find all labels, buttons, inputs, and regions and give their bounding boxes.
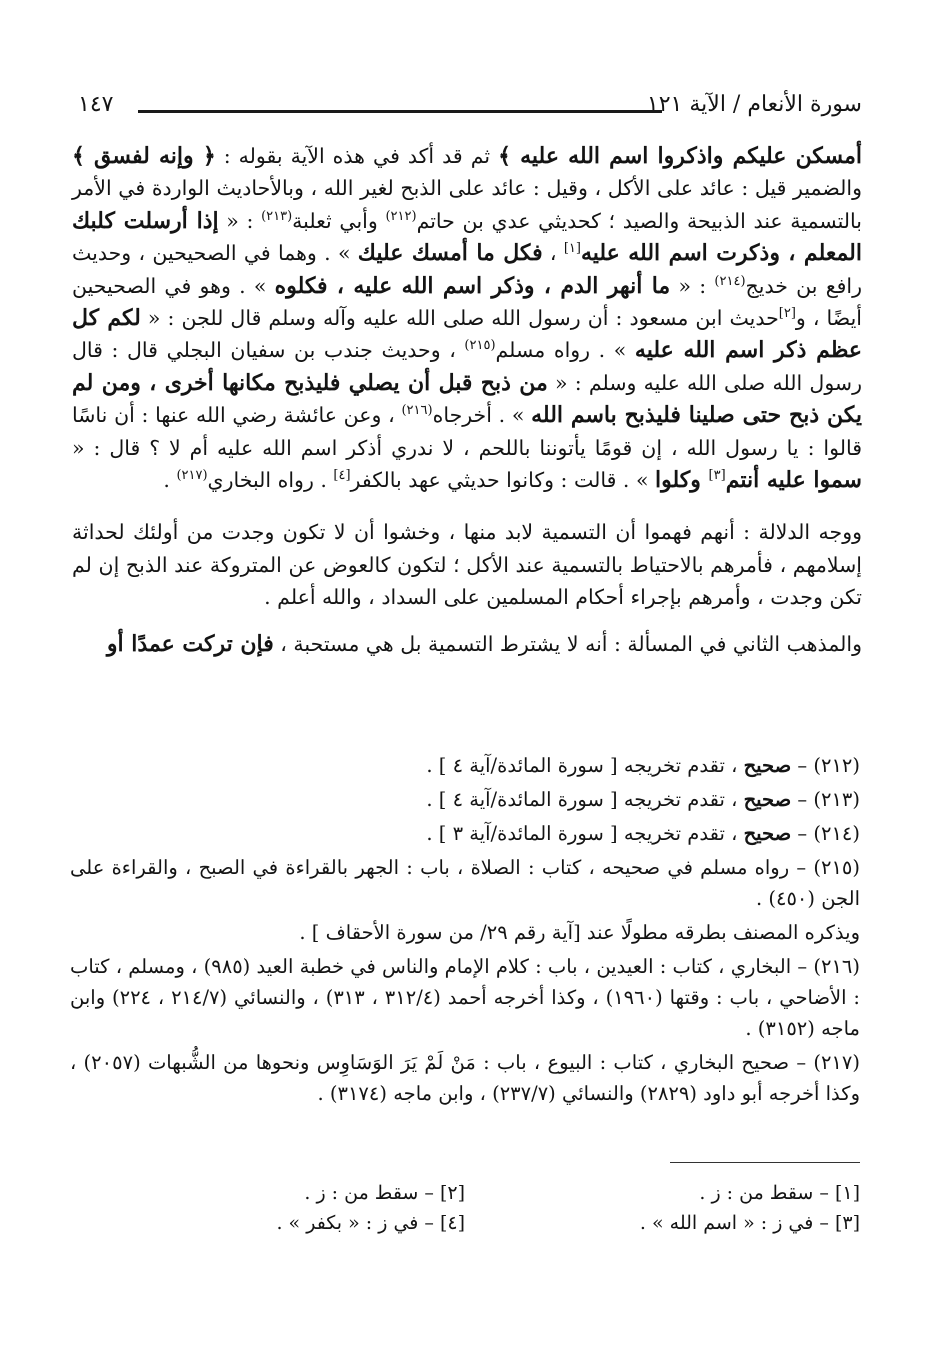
footnote-number: (٢١٦) – (797, 955, 860, 978)
hadith-text: ما أنهر الدم ، وذكر اسم الله عليه ، فكلوه (274, 272, 671, 299)
text-run: : « (218, 208, 262, 233)
hadith-text: لكم كل عظم ذكر اسم الله عليه (72, 305, 863, 364)
footnote-ref-215[interactable]: (٢١٥) (464, 338, 496, 354)
footnote-212 (70, 750, 860, 781)
footnote-text: ، تقدم تخريجه [ سورة المائدة/آية ٤ ] . (426, 788, 744, 811)
text-run: وأبي ثعلبة (292, 208, 386, 233)
paragraph-1 (72, 140, 862, 496)
footnote-text: رواه مسلم في صحيحه ، كتاب : الصلاة ، باب : الجهر بالقراءة في الصبح ، والقراءة على الجن (٤٥٠) . (70, 856, 860, 910)
emphasis-text: فإن تركت عمدًا أو (106, 630, 274, 657)
text-run: ثم قد أكد في هذه الآية بقوله : (215, 144, 499, 168)
footnote-ref-214[interactable]: (٢١٤) (714, 273, 746, 289)
footnote-text: ، تقدم تخريجه [ سورة المائدة/آية ٣ ] . (426, 822, 744, 845)
editor-notes-row (70, 1208, 860, 1238)
editor-note-ref-3[interactable]: [٣] (708, 468, 726, 484)
editor-note-4 (70, 1208, 465, 1238)
editor-note-2 (70, 1178, 465, 1208)
header-title: سورة الأنعام / الآية ١٢١ (646, 92, 862, 117)
editor-note-ref-1[interactable]: [١] (563, 241, 581, 257)
hadith-text: وكلوا (655, 467, 709, 494)
footnote-215 (70, 852, 860, 914)
footnote-ref-217[interactable]: (٢١٧) (176, 468, 208, 484)
text-run: والمذهب الثاني في المسألة : أنه لا يشترط التسمية بل هي مستحبة ، (273, 631, 862, 656)
footnote-number: (٢١٢) – (797, 754, 860, 777)
footnote-number: (٢١٧) – (796, 1051, 860, 1074)
footnote-grade: صحيح (743, 822, 792, 845)
footnote-ref-212[interactable]: (٢١٢) (385, 208, 417, 224)
editor-notes-divider (670, 1162, 860, 1163)
editor-note-ref-2[interactable]: [٢] (778, 306, 796, 322)
text-run: » . وهما في الصحيحين ، وحديث رافع بن خديج (72, 241, 863, 298)
editor-note-1 (465, 1178, 860, 1208)
running-header (78, 92, 862, 124)
footnote-number: (٢١٤) – (797, 822, 860, 845)
footnote-grade: صحيح (743, 788, 792, 811)
page-number: ١٤٧ (78, 92, 114, 117)
text-run: حديث ابن مسعود : أن رسول الله صلى الله عليه وآله وسلم قال للجن : « (140, 306, 779, 331)
footnote-216 (70, 951, 860, 1044)
footnote-grade: صحيح (743, 754, 792, 777)
note-text: سقط من : ز . (304, 1182, 425, 1204)
hadith-text: إذا أرسلت كلبك المعلم ، وذكرت اسم الله عليه (72, 207, 862, 267)
footnote-215-addendum (70, 917, 860, 948)
text-run: » . قالت : وكانوا حديثي عهد بالكفر (350, 468, 656, 493)
editor-notes-section (70, 1178, 860, 1238)
hadith-text: فكل ما أمسك عليك (357, 240, 543, 267)
note-text: في ز : « اسم الله » . (639, 1212, 820, 1234)
editor-note-ref-4[interactable]: [٤] (333, 468, 351, 484)
note-number: [١] – (819, 1182, 860, 1204)
text-run: ، وعن عائشة رضي الله عنها : أن ناسًا قالوا : يا رسول الله ، إن قومًا يأتوننا باللحم ، لا ندري أذكر اسم الله عليه أم لا ؟ قال : « (72, 403, 862, 460)
text-run: والضمير قيل : عائد على الأكل ، وقيل : عائد على الذبح لغير الله ، وبالأحاديث الواردة في الأمر بالتسمية عند الذبيحة والصيد ؛ كحديثي عدي بن حاتم (72, 176, 862, 233)
hadith-text: من ذبح قبل أن يصلي فليذبح مكانها أخرى ، ومن لم يكن ذبح حتى صلينا فليذبح باسم الله (72, 369, 862, 429)
footnote-text: ويذكره المصنف بطرقه مطولًا عند [آية رقم ٢٩/ من سورة الأحقاف ] . (299, 921, 860, 944)
footnote-217 (70, 1047, 860, 1109)
text-run: » . أخرجاه (432, 403, 532, 428)
paragraph-3 (72, 628, 862, 660)
header-rule (138, 110, 662, 113)
footnote-text: صحيح البخاري ، كتاب : البيوع ، باب : مَنْ لَمْ يَرَ الوَسَاوِس ونحوها من الشُّبهات (٢٠٥٧) ، وكذا أخرجه أبو داود (٢٨٢٩) والنسائي (٢٣٧/٧) ، وابن ماجه (٣١٧٤) . (70, 1051, 860, 1105)
text-run: ، وحديث جندب بن سفيان البجلي قال : قال رسول الله صلى الله عليه وسلم : « (72, 338, 862, 395)
footnotes-section (70, 750, 860, 1112)
footnote-ref-216[interactable]: (٢١٦) (401, 403, 433, 419)
text-run: . (163, 468, 177, 493)
footnote-ref-213[interactable]: (٢١٣) (261, 208, 293, 224)
main-text (72, 140, 862, 660)
text-run: ، (542, 241, 564, 266)
hadith-text: سموا عليه أنتم (725, 467, 862, 494)
quran-text: ﴿ وإنه لفسق ﴾ (72, 143, 216, 169)
footnote-text: ، تقدم تخريجه [ سورة المائدة/آية ٤ ] . (426, 754, 744, 777)
footnote-number: (٢١٥) – (796, 856, 860, 879)
editor-note-3 (465, 1208, 860, 1238)
footnote-text: البخاري ، كتاب : العيدين ، باب : كلام الإمام والناس في خطبة العيد (٩٨٥) ، ومسلم ، كتاب : الأضاحي ، باب : وقتها (١٩٦٠) ، وكذا أخرجه أحمد (٣١٢/٤ ، ٣١٣) ، والنسائي (٢١٤/٧ ، ٢٢٤) وابن ماجه (٣١٥٢) . (70, 955, 860, 1040)
text-run: » . رواه مسلم (495, 338, 635, 363)
paragraph-2: ووجه الدلالة : أنهم فهموا أن التسمية لابد منها ، وخشوا أن لا تكون وجدت من أولئك لحداثة إسلامهم ، فأمرهم بالاحتياط بالتسمية عند الأكل ؛ لتكون كالعوض عن المتروكة عند الذبح إن لم تكن وجدت ، وأمرهم بإجراء أحكام المسلمين على السداد ، والله أعلم . (72, 520, 862, 610)
footnote-214 (70, 818, 860, 849)
note-text: سقط من : ز . (699, 1182, 820, 1204)
quran-text: أمسكن عليكم واذكروا اسم الله عليه ﴾ (498, 143, 862, 169)
footnote-213 (70, 784, 860, 815)
editor-notes-row (70, 1178, 860, 1208)
text-run: » . وهو في الصحيحين أيضًا ، و (72, 273, 862, 331)
note-number: [٣] – (819, 1212, 860, 1234)
note-number: [٤] – (424, 1212, 465, 1234)
text-run: : « (670, 273, 715, 298)
note-number: [٢] – (424, 1182, 465, 1204)
footnote-number: (٢١٣) – (797, 788, 860, 811)
note-text: في ز : « بكفر » . (276, 1212, 425, 1234)
text-run: . رواه البخاري (207, 468, 334, 493)
